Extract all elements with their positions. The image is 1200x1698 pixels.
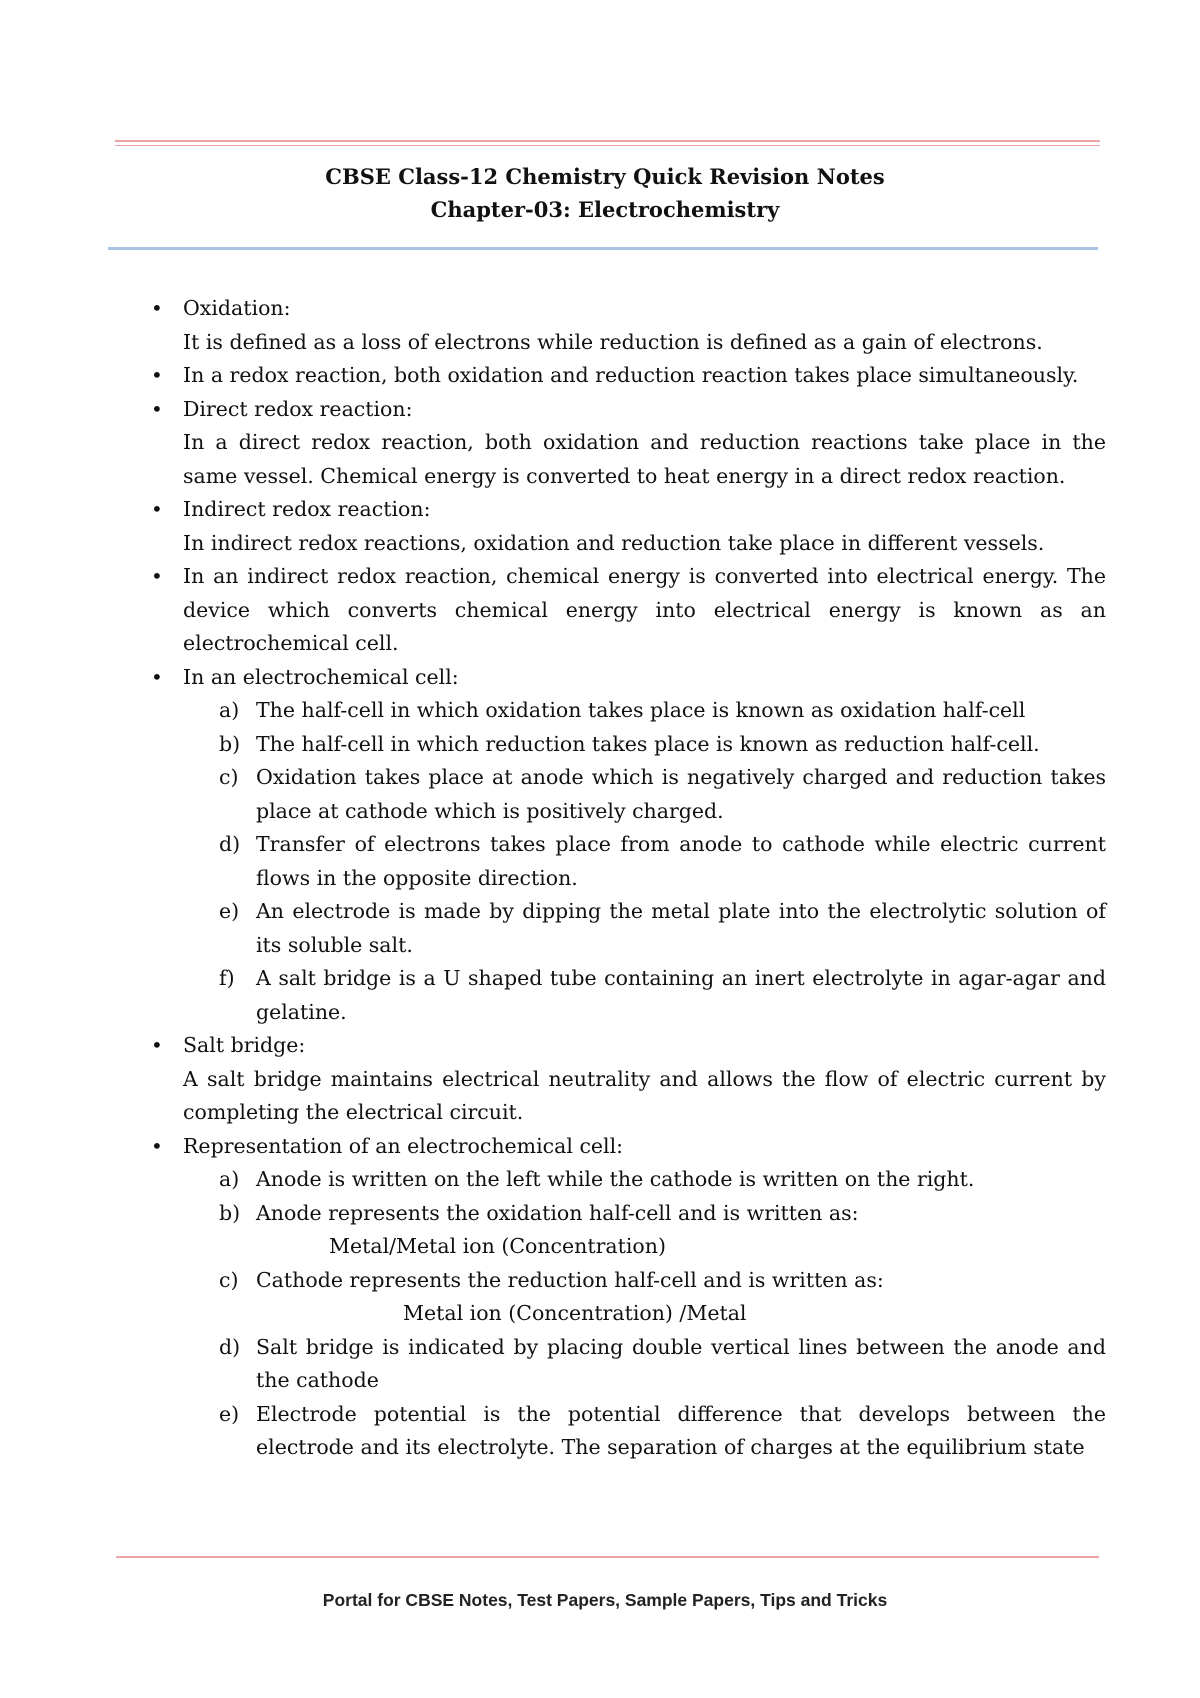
bullet-direct-redox	[183, 393, 1106, 494]
list-item	[183, 1264, 1106, 1331]
item-label: e)	[219, 899, 240, 923]
item-text: Anode is written on the left while the cathode is written on the right.	[256, 1167, 975, 1191]
document-title	[0, 160, 1200, 226]
bullet-indirect-redox	[183, 493, 1106, 560]
list-item	[183, 962, 1106, 1029]
list-item	[183, 1197, 1106, 1264]
item-label: f)	[219, 966, 235, 990]
cathode-formula: Metal ion (Concentration) /Metal	[403, 1301, 747, 1325]
item-text: Transfer of electrons takes place from anode to cathode while electric current flows in the opposite direction.	[256, 832, 1106, 890]
bullet-electrochemical-cell-def	[183, 560, 1106, 661]
page-footer: Portal for CBSE Notes, Test Papers, Sample Papers, Tips and Tricks	[322, 1590, 888, 1610]
item-label: e)	[219, 1401, 240, 1426]
list-item	[183, 1331, 1106, 1398]
bullet-heading: • In an electrochemical cell:	[183, 664, 459, 689]
item-text: Oxidation takes place at anode which is negatively charged and reduction takes place at cathode which is positively charged.	[256, 765, 1106, 823]
representation-sublist	[183, 1163, 1106, 1465]
list-item	[183, 828, 1106, 895]
anode-formula: Metal/Metal ion (Concentration)	[329, 1234, 666, 1258]
item-text: A salt bridge is a U shaped tube containing an inert electrolyte in agar-agar and gelatine.	[256, 966, 1106, 1024]
list-item	[183, 1163, 1106, 1197]
bullet-text: In a direct redox reaction, both oxidation and reduction reactions take place in the same vessel. Chemical energy is converted to heat energy in a direct redox reaction.	[183, 430, 1106, 488]
bullet-heading: • Oxidation:	[183, 296, 291, 320]
item-text: Salt bridge is indicated by placing double vertical lines between the anode and the cathode	[256, 1334, 1106, 1392]
item-label: a)	[219, 1167, 240, 1191]
notes-body	[183, 292, 1106, 1465]
item-label: d)	[219, 1334, 241, 1359]
item-label: b)	[219, 731, 241, 756]
cell-sublist	[183, 694, 1106, 1029]
bullet-representation	[183, 1130, 1106, 1465]
item-text: An electrode is made by dipping the metal plate into the electrolytic solution of its soluble salt.	[256, 899, 1106, 957]
item-text: Electrode potential is the potential difference that develops between the electrode and its electrolyte. The separation of charges at the equilibrium state	[256, 1401, 1106, 1459]
title-line-2: Chapter-03: Electrochemistry	[430, 197, 780, 222]
bullet-electrochemical-cell	[183, 661, 1106, 1030]
bullet-heading: • Indirect redox reaction:	[183, 497, 431, 521]
bullet-heading: • Direct redox reaction:	[183, 396, 413, 421]
bullet-salt-bridge	[183, 1029, 1106, 1130]
item-text: The half-cell in which oxidation takes place is known as oxidation half-cell	[256, 698, 1026, 722]
bullet-text: In indirect redox reactions, oxidation and reduction take place in different vessels.	[183, 530, 1045, 555]
list-item	[183, 761, 1106, 828]
bullet-text: A salt bridge maintains electrical neutrality and allows the flow of electric current by completing the electrical circuit.	[183, 1066, 1106, 1124]
bullet-redox	[183, 359, 1106, 393]
bullet-heading: • Salt bridge:	[183, 1033, 306, 1057]
item-text: Cathode represents the reduction half-cell and is written as:	[256, 1267, 884, 1292]
header-rule-top	[115, 140, 1100, 142]
bullet-oxidation	[183, 292, 1106, 359]
item-label: d)	[219, 832, 241, 856]
list-item	[183, 694, 1106, 728]
header-rule-top-thin	[115, 145, 1100, 146]
item-label: c)	[219, 1267, 239, 1292]
bullet-text: It is defined as a loss of electrons while reduction is defined as a gain of electrons.	[183, 329, 1043, 354]
bullet-heading: • Representation of an electrochemical cell:	[183, 1133, 624, 1158]
item-label: c)	[219, 765, 239, 789]
item-text: The half-cell in which reduction takes place is known as reduction half-cell.	[256, 731, 1040, 756]
list-item	[183, 728, 1106, 762]
item-text: Anode represents the oxidation half-cell and is written as:	[256, 1200, 859, 1225]
title-underline	[108, 247, 1098, 250]
bullet-text: • In an indirect redox reaction, chemical energy is converted into electrical energy. The device which converts chemical energy into electrical energy is known as an electrochemical cell.	[183, 564, 1106, 655]
list-item	[183, 1398, 1106, 1465]
title-line-1: CBSE Class-12 Chemistry Quick Revision Notes	[325, 164, 885, 189]
list-item	[183, 895, 1106, 962]
footer-rule	[116, 1556, 1099, 1558]
bullet-text: • In a redox reaction, both oxidation and reduction reaction takes place simultaneously.	[183, 363, 1079, 387]
item-label: b)	[219, 1200, 241, 1225]
item-label: a)	[219, 698, 240, 722]
